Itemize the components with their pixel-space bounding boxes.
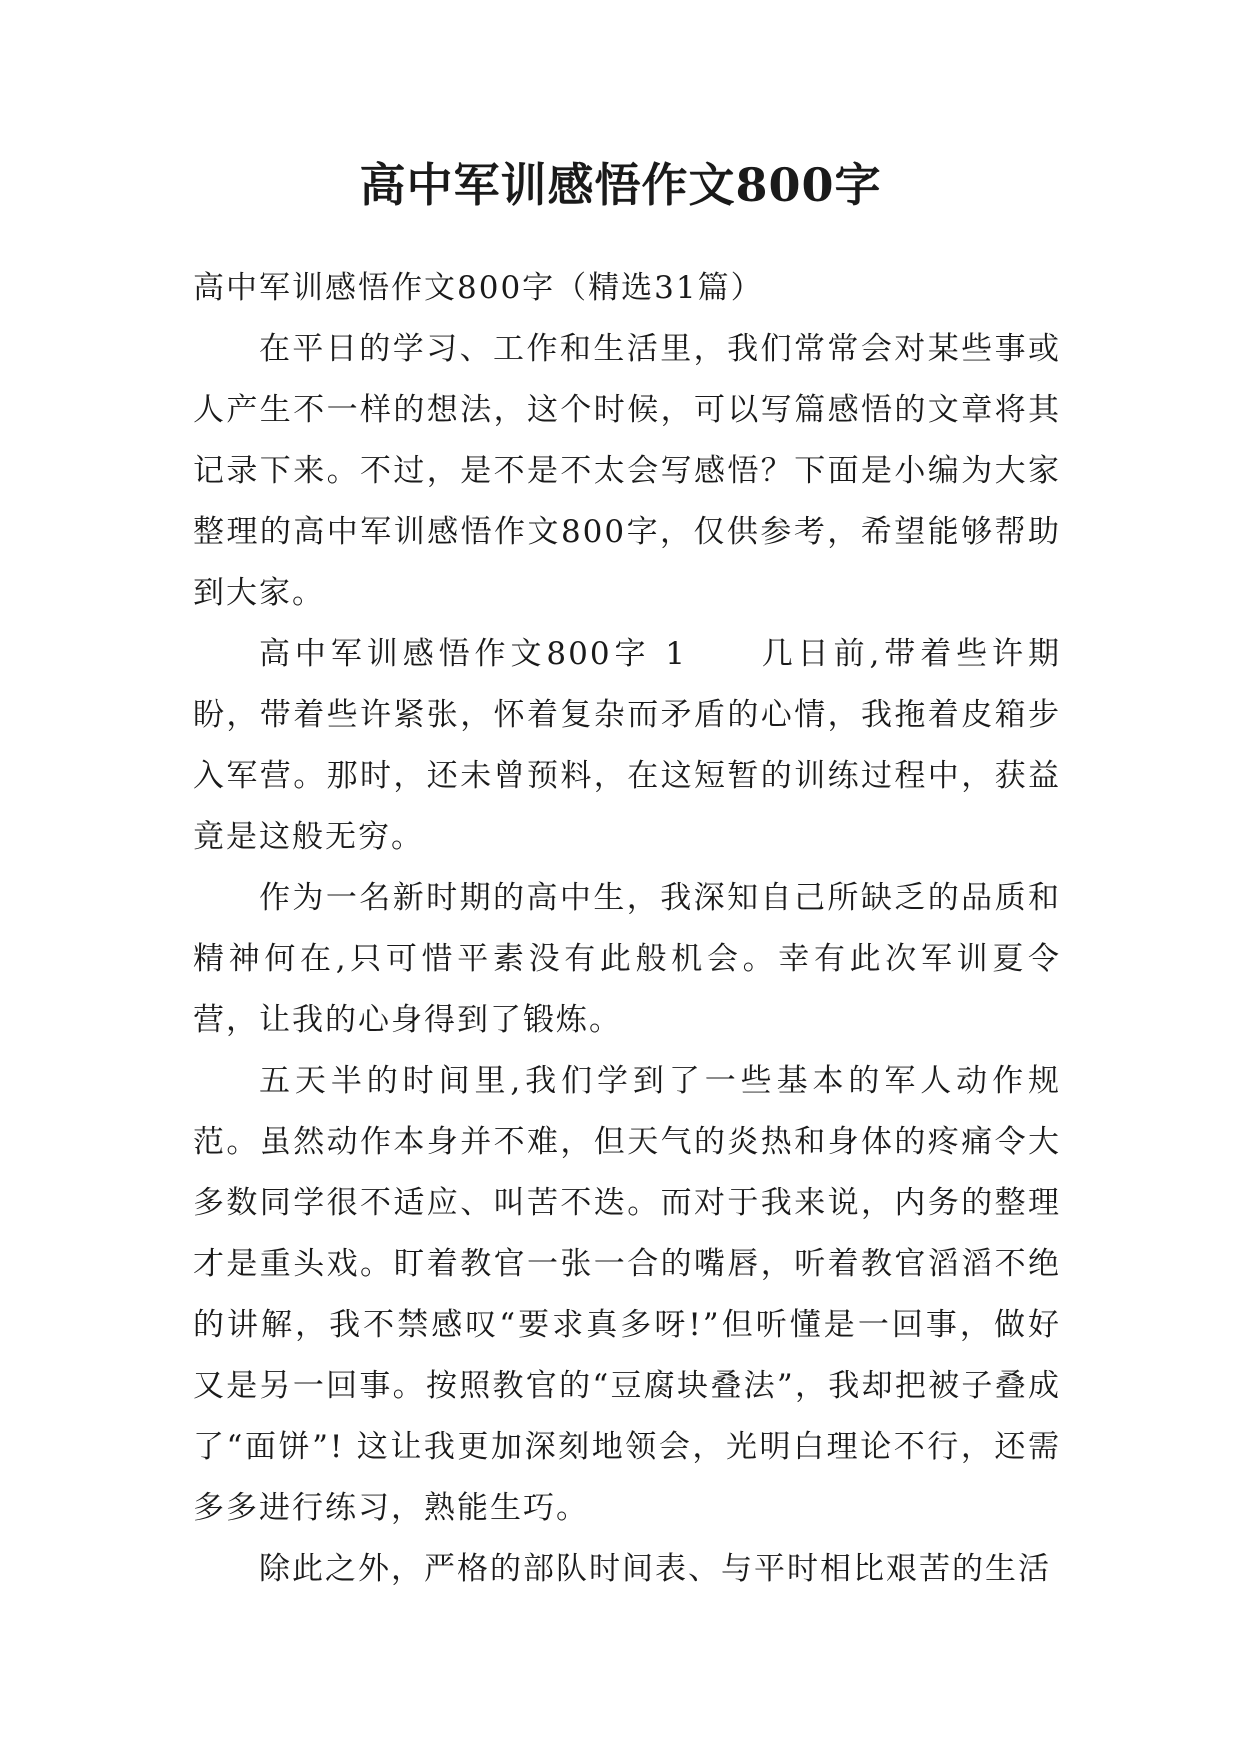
document-body (193, 258, 1061, 1600)
paragraph-essay-1-training: 五天半的时间里,我们学到了一些基本的军人动作规范。虽然动作本身并不难，但天气的炎热和身体的疼痛令大多数同学很不适应、叫苦不迭。而对于我来说，内务的整理才是重头戏。盯着教官一张一合的嘴唇，听着教官滔滔不绝的讲解，我不禁感叹“要求真多呀!”但听懂是一回事，做好又是另一回事。按照教官的“豆腐块叠法”，我却把被子叠成了“面饼”! 这让我更加深刻地领会，光明白理论不行，还需多多进行练习，熟能生巧。 (193, 1063, 1061, 1526)
paragraph-essay-1-schedule: 除此之外，严格的部队时间表、与平时相比艰苦的生活 (259, 1551, 1051, 1587)
document-title: 高中军训感悟作文800字 (359, 158, 882, 212)
paragraph-intro: 在平日的学习、工作和生活里，我们常常会对某些事或人产生不一样的想法，这个时候，可以写篇感悟的文章将其记录下来。不过，是不是不太会写感悟？下面是小编为大家整理的高中军训感悟作文800字，仅供参考，希望能够帮助到大家。 (193, 331, 1061, 611)
paragraph-essay-1-opening: 高中军训感悟作文800字 1 几日前,带着些许期盼，带着些许紧张，怀着复杂而矛盾的心情，我拖着皮箱步入军营。那时，还未曾预料，在这短暂的训练过程中，获益竟是这般无穷。 (193, 636, 1061, 855)
paragraph-essay-1-qualities: 作为一名新时期的高中生，我深知自己所缺乏的品质和精神何在,只可惜平素没有此般机会。幸有此次军训夏令营，让我的心身得到了锻炼。 (193, 880, 1061, 1038)
document-subtitle: 高中军训感悟作文800字（精选31篇） (193, 270, 764, 306)
